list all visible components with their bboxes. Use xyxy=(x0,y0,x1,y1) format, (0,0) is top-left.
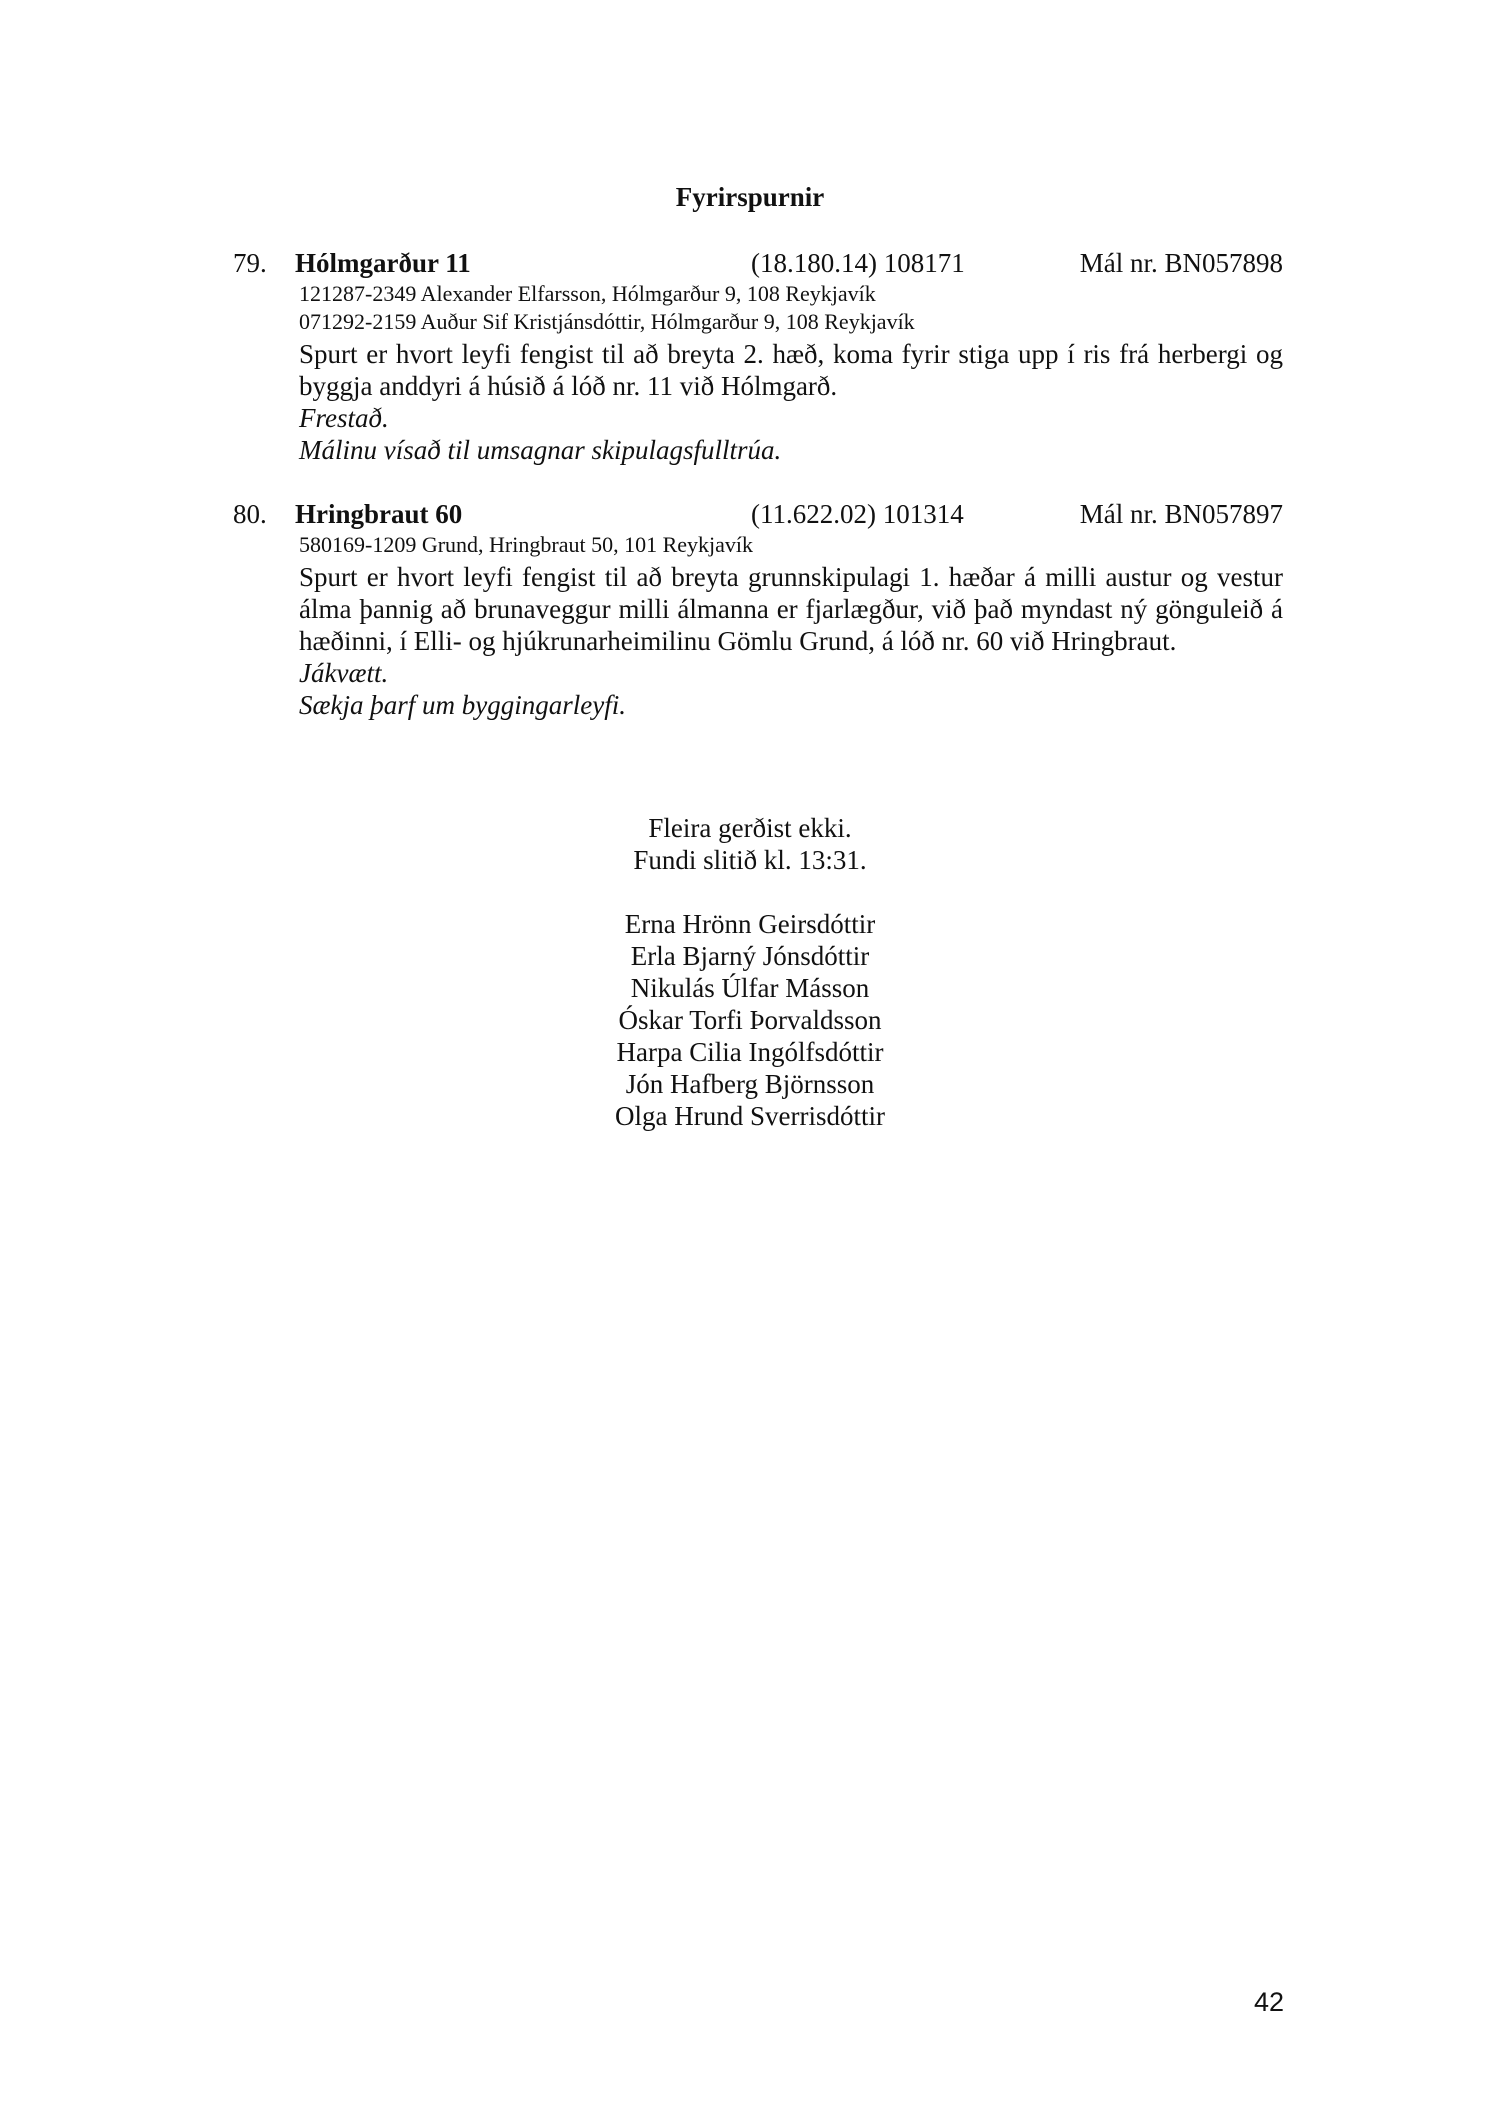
case-mal-number: Mál nr. BN057898 xyxy=(1079,248,1283,278)
signatory-name: Erla Bjarný Jónsdóttir xyxy=(630,941,870,971)
closing-block xyxy=(0,812,1500,876)
case-address: Hólmgarður 11 xyxy=(295,248,471,278)
case-address: Hringbraut 60 xyxy=(295,499,463,529)
case-number: 79. xyxy=(233,248,267,278)
case-decision: Frestað. xyxy=(299,403,389,433)
case-header xyxy=(233,497,1283,531)
closing-line: Fleira gerðist ekki. xyxy=(648,813,852,843)
case-description: Spurt er hvort leyfi fengist til að breyta grunnskipulagi 1. hæðar á milli austur og vestur álma þannig að brunaveggur milli álmanna er fjarlægður, við það myndast ný gönguleið á hæðinni, í Elli- og hjúkrunarheimilinu Gömlu Grund, á lóð nr. 60 við Hringbraut. xyxy=(299,562,1283,656)
case-mal-number: Mál nr. BN057897 xyxy=(1079,499,1283,529)
case-decision: Jákvætt. xyxy=(299,658,389,688)
case-entry xyxy=(233,246,1283,466)
case-body xyxy=(299,280,1283,466)
signatories-list xyxy=(0,908,1500,1132)
signatory-name: Jón Hafberg Björnsson xyxy=(625,1069,875,1099)
applicant-line: 580169-1209 Grund, Hringbraut 50, 101 Reykjavík xyxy=(299,532,753,557)
signatory-name: Óskar Torfi Þorvaldsson xyxy=(618,1005,882,1035)
section-heading: Fyrirspurnir xyxy=(675,182,825,212)
applicant-line: 121287-2349 Alexander Elfarsson, Hólmgarður 9, 108 Reykjavík xyxy=(299,281,876,306)
signatory-name: Nikulás Úlfar Másson xyxy=(630,973,870,1003)
signatory-name: Olga Hrund Sverrisdóttir xyxy=(615,1101,885,1131)
page-number: 42 xyxy=(1253,1987,1284,2017)
case-number: 80. xyxy=(233,499,267,529)
signatory-name: Erna Hrönn Geirsdóttir xyxy=(624,909,876,939)
case-header xyxy=(233,246,1283,280)
case-body xyxy=(299,531,1283,721)
case-decision: Málinu vísað til umsagnar skipulagsfulltrúa. xyxy=(299,435,782,465)
case-decision: Sækja þarf um byggingarleyfi. xyxy=(299,690,626,720)
case-entry xyxy=(233,497,1283,721)
case-description: Spurt er hvort leyfi fengist til að breyta 2. hæð, koma fyrir stiga upp í ris frá herbergi og byggja anddyri á húsið á lóð nr. 11 við Hólmgarð. xyxy=(299,339,1283,401)
case-reference: (11.622.02) 101314 xyxy=(751,499,964,529)
closing-line: Fundi slitið kl. 13:31. xyxy=(633,845,867,875)
applicant-line: 071292-2159 Auður Sif Kristjánsdóttir, Hólmgarður 9, 108 Reykjavík xyxy=(299,309,915,334)
signatory-name: Harpa Cilia Ingólfsdóttir xyxy=(616,1037,884,1067)
case-reference: (18.180.14) 108171 xyxy=(751,248,965,278)
